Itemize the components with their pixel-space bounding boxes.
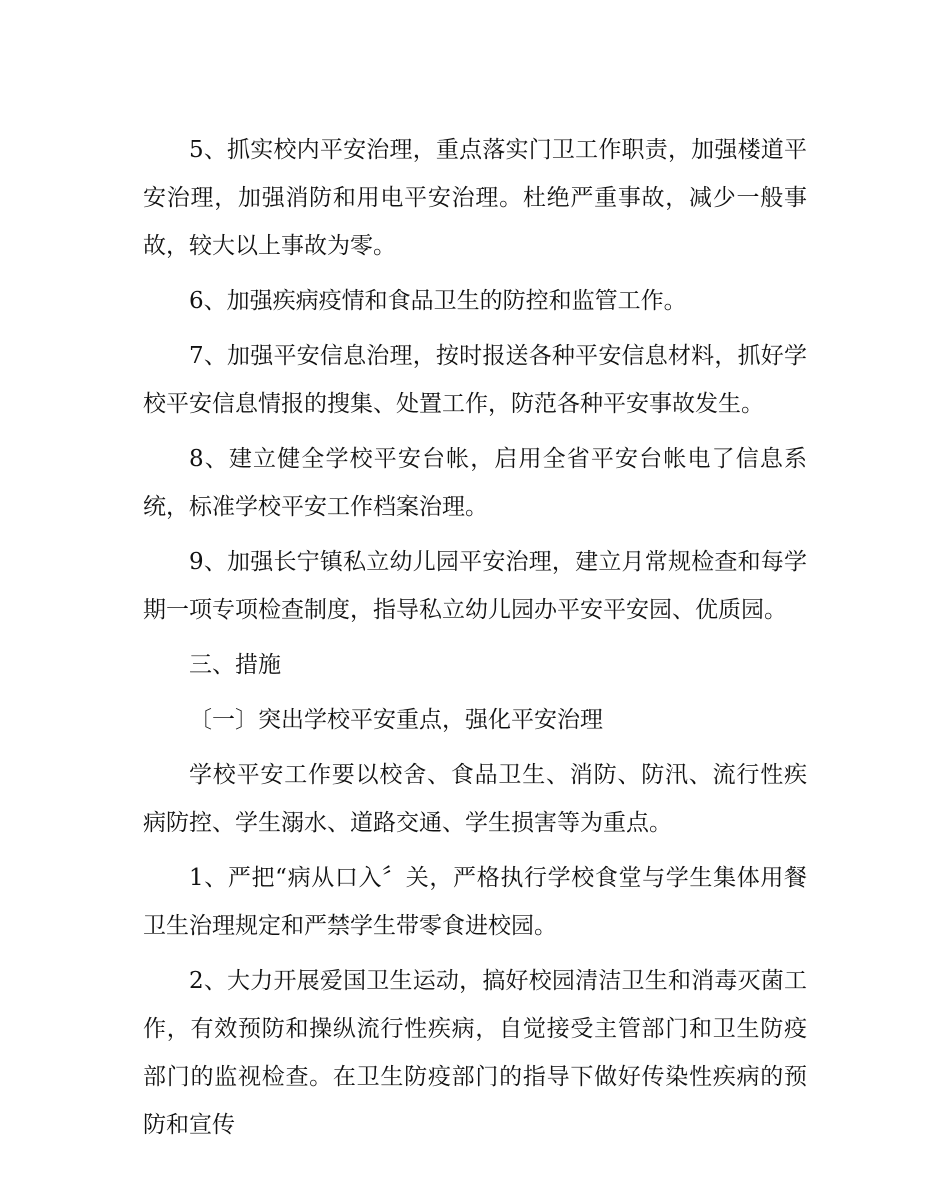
paragraph-measure-1: 1、严把“病从口入〞关，严格执行学校食堂与学生集体用餐卫生治理规定和严禁学生带零食进校园。 [143,865,807,939]
paragraph-measure-2: 2、大力开展爱国卫生运动，搞好校园清洁卫生和消毒灭菌工作，有效预防和操纵流行性疾病，自觉接受主管部门和卫生防疫部门的监视检查。在卫生防疫部门的指导下做好传染性疾病的预防和宣传 [143,968,807,1138]
subsection-heading-1: 〔一〕突出学校平安重点，强化平安治理 [189,707,603,733]
paragraph-item-8: 8、建立健全学校平安台帐，启用全省平安台帐电了信息系统，标准学校平安工作档案治理。 [143,446,807,520]
section-heading-measures: 三、措施 [189,652,281,678]
document-body [143,126,807,1156]
paragraph-item-7: 7、加强平安信息治理，按时报送各种平安信息材料，抓好学校平安信息情报的搜集、处置工作，防范各种平安事故发生。 [143,343,807,417]
paragraph-item-6: 6、加强疾病疫情和食品卫生的防控和监管工作。 [189,288,687,314]
paragraph-item-5: 5、抓实校内平安治理，重点落实门卫工作职责，加强楼道平安治理，加强消防和用电平安治理。杜绝严重事故，减少一般事故，较大以上事故为零。 [143,137,807,259]
paragraph-safety-focus: 学校平安工作要以校舍、食品卫生、消防、防汛、流行性疾病防控、学生溺水、道路交通、学生损害等为重点。 [143,762,807,836]
paragraph-item-9: 9、加强长宁镇私立幼儿园平安治理，建立月常规检查和每学期一项专项检查制度，指导私立幼儿园办平安平安园、优质园。 [143,549,807,623]
